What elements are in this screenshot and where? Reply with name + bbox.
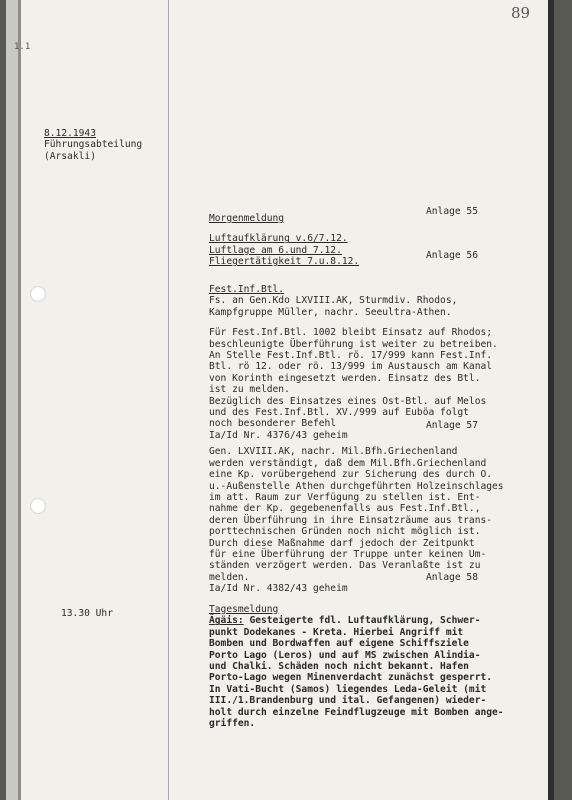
day-report-title: Tagesmeldung [209,604,279,615]
annex-55: Anlage 55 [426,206,478,217]
text-line: nahme der Kp. gegebenenfalls aus Fest.Inf.Btl., [209,503,481,515]
recon-line: Luftlage am 6.und 7.12. [209,244,342,256]
text-line: ständen verzögert werden. Das Veranlaßte ist zu [209,560,481,572]
margin-line [168,0,169,800]
recon-line: Fliegertätigkeit 7.u.8.12. [209,256,360,268]
header-place: (Arsakli) [44,150,96,162]
text-line: werden verständigt, daß dem Mil.Bfh.Griechenland [209,457,487,469]
text-line: und Chalki. Schäden noch nicht bekannt. Hafen [209,661,469,673]
text-line: Für Fest.Inf.Btl. 1002 bleibt Einsatz auf Rhodos; [209,327,493,339]
text-line: und des Fest.Inf.Btl. XV./999 auf Euböa folgt [209,407,469,419]
text-line: u.-Außenstelle Athen durchgeführten Holzeinschlages [209,480,504,492]
morning-report [209,213,549,268]
text-line: Gen. LXVIII.AK, nachr. Mil.Bfh.Griechenland [209,446,458,458]
page-number: 89 [511,4,531,22]
text-line: An Stelle Fest.Inf.Btl. rö. 17/999 kann Fest.Inf. [209,350,493,362]
text-line: porttechnischen Gründen noch nicht möglich ist. [209,526,481,538]
text-line: Kampfgruppe Müller, nachr. Seeultra-Athen. [209,306,452,318]
text-line: In Vati-Bucht (Samos) liegendes Leda-Geleit (mit [209,683,487,695]
header-date: 8.12.1943 [44,128,96,139]
text-line: holt durch einzelne Feindflugzeuge mit Bomben ange- [209,706,504,718]
reference-number: Ia/Id Nr. 4376/43 geheim [209,429,348,441]
annex-58: Anlage 58 [426,572,478,583]
text-line: melden. [209,571,250,583]
text-line: Fs. an Gen.Kdo LXVIII.AK, Sturmdiv. Rhodos, [209,295,458,307]
text-line: Gesteigerte fdl. Luftaufklärung, Schwer- [249,615,481,627]
header-block [44,128,142,162]
text-line: eine Kp. vorübergehend zur Sicherung des durch O. [209,469,493,481]
time-label: 13.30 Uhr [61,608,113,619]
header-unit: Führungsabteilung [44,139,143,151]
recon-line: Luftaufklärung v.6/7.12. [209,233,348,245]
text-line: Bezüglich des Einsatzes eines Ost-Btl. auf Melos [209,395,487,407]
region-label: Ägäis: [209,615,244,627]
text-line: deren Überführung in ihre Einsatzräume aus trans- [209,514,493,526]
text-line: für eine Überführung der Truppe unter keinen Um- [209,548,487,560]
binding-strip [6,0,18,800]
text-line: im att. Raum zur Verfügung zu stellen ist. Ent- [209,491,481,503]
text-line: von Korinth eingesetzt werden. Einsatz des Btl. [209,372,481,384]
text-line: Durch diese Maßnahme darf jedoch der Zeitpunkt [209,537,475,549]
corner-mark: 1.1 [14,42,31,52]
reference-number: Ia/Id Nr. 4382/43 geheim [209,583,348,595]
text-line: beschleunigte Überführung ist weiter zu betreiben. [209,338,498,350]
text-line: III./1.Brandenburg und ital. Gefangenen) wieder- [209,695,487,707]
section-title: Fest.Inf.Btl. [209,284,285,295]
punch-hole [30,498,46,514]
day-report [209,604,549,729]
fest-inf-section [209,284,549,595]
annex-57: Anlage 57 [426,420,478,431]
text-line: noch besonderer Befehl [209,418,337,430]
binding-edge [18,0,21,800]
text-line: punkt Dodekanes - Kreta. Hierbei Angriff mit [209,626,464,638]
punch-hole [30,286,46,302]
annex-56: Anlage 56 [426,250,478,261]
text-line: griffen. [209,718,256,730]
text-line: Bomben und Bordwaffen auf eigene Schiffsziele [209,638,469,650]
text-line: Btl. rö 12. oder rö. 13/999 im Austausch am Kanal [209,361,493,373]
text-line: ist zu melden. [209,384,290,396]
text-line: Porto Lago (Leros) und auf MS zwischen Alindia- [209,649,481,661]
document-page [6,0,554,800]
morning-title: Morgenmeldung [209,213,285,224]
text-line: Porto-Lago wegen Minenverdacht zunächst gesperrt. [209,672,493,684]
